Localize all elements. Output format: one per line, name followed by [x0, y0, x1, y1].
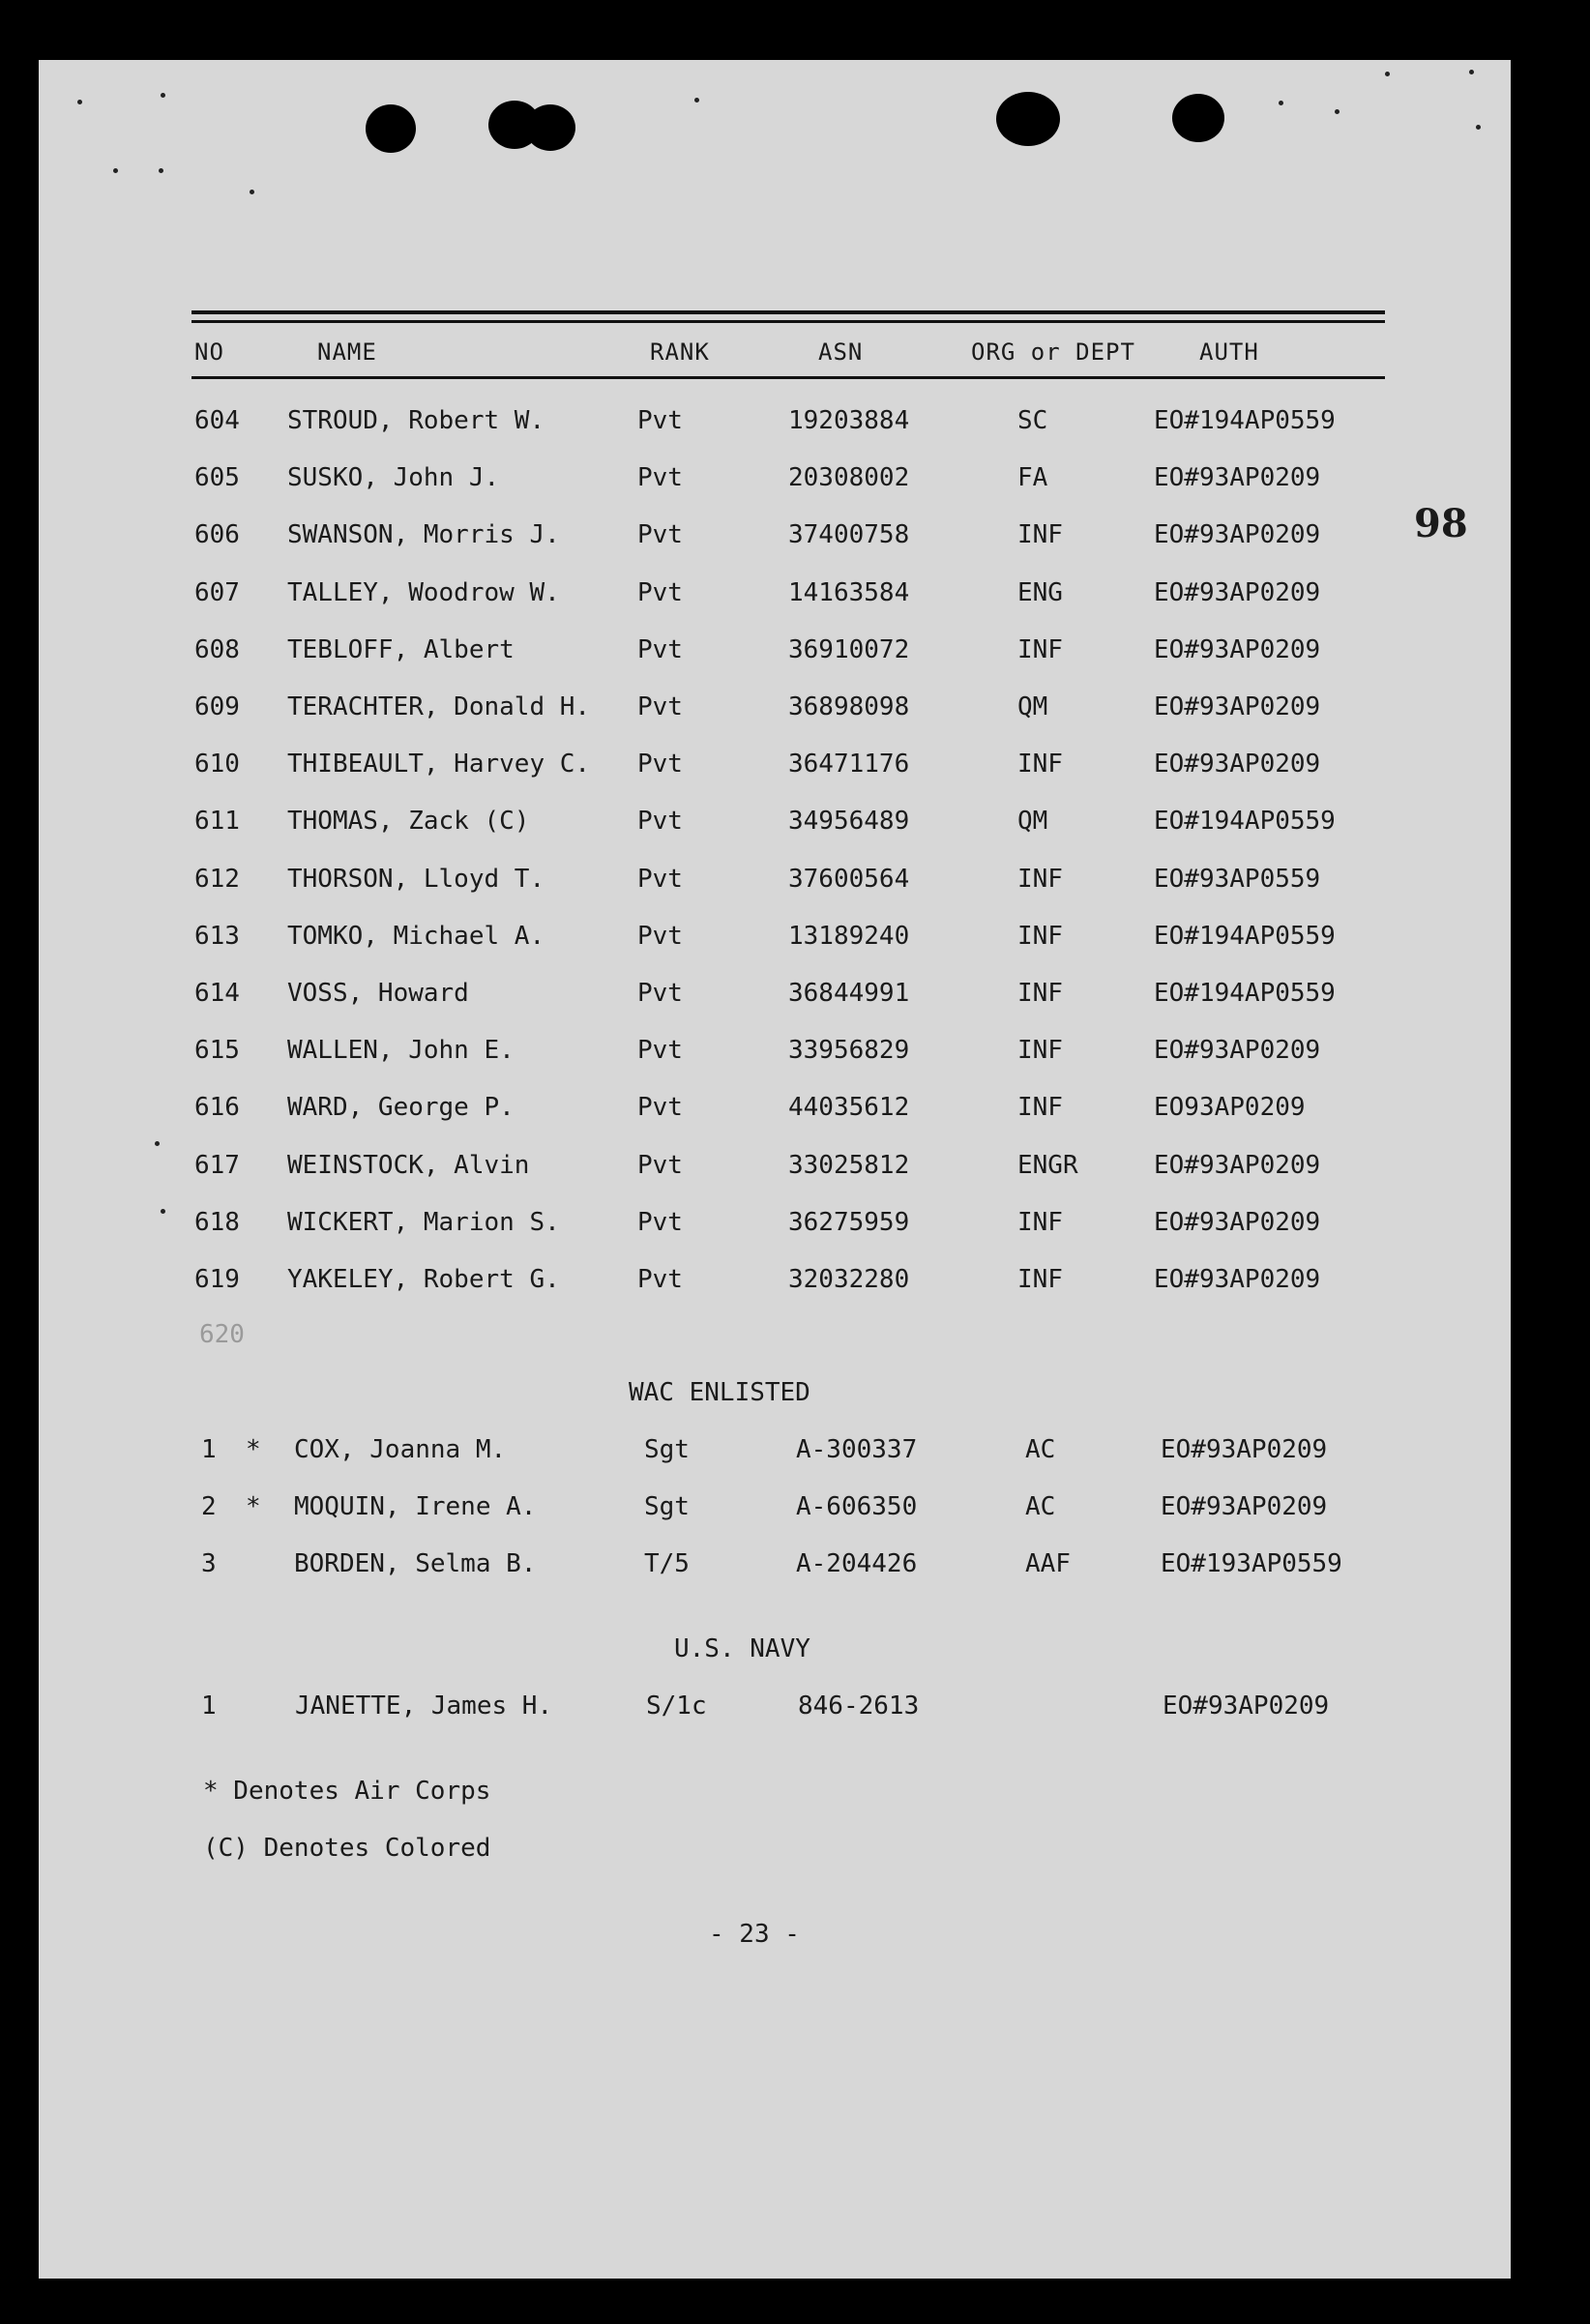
cell-name: JANETTE, James H.: [295, 1692, 553, 1721]
cell-rank: Pvt: [637, 750, 683, 780]
cell-rank: T/5: [644, 1549, 690, 1578]
speck: [113, 168, 118, 173]
cell-auth: EO#194AP0559: [1154, 979, 1336, 1008]
cell-no: 613: [194, 921, 240, 951]
speck: [1335, 109, 1340, 114]
cell-no: 606: [194, 520, 240, 550]
cell-asn: 36275959: [788, 1207, 910, 1237]
cell-org: INF: [1017, 634, 1063, 664]
cell-name: THIBEAULT, Harvey C.: [287, 750, 591, 780]
header-rule-bottom: [191, 376, 1385, 379]
cell-name: WARD, George P.: [287, 1093, 515, 1123]
header-rule-top: [191, 310, 1385, 314]
page-number: - 23 -: [709, 1920, 800, 1949]
cell-rank: Pvt: [637, 520, 683, 550]
speck: [1279, 101, 1283, 105]
cell-rank: S/1c: [646, 1692, 707, 1721]
cell-no: 609: [194, 692, 240, 721]
cell-asn: 13189240: [788, 921, 910, 951]
cell-org: INF: [1017, 520, 1063, 550]
cell-org: INF: [1017, 1036, 1063, 1066]
note-air-corps: * Denotes Air Corps: [203, 1777, 491, 1806]
header-name: NAME: [317, 338, 377, 366]
cell-asn: 19203884: [788, 406, 910, 435]
cell-rank: Pvt: [637, 406, 683, 435]
cell-asn: 14163584: [788, 577, 910, 607]
cell-org: FA: [1017, 463, 1048, 493]
punch-hole: [996, 92, 1060, 146]
cell-name: TALLEY, Woodrow W.: [287, 577, 560, 607]
cell-no: 619: [194, 1265, 240, 1294]
cell-org: INF: [1017, 1093, 1063, 1123]
cell-asn: 33025812: [788, 1150, 910, 1180]
cell-rank: Pvt: [637, 692, 683, 721]
cell-rank: Pvt: [637, 1265, 683, 1294]
cell-org: ENGR: [1017, 1150, 1078, 1180]
cell-auth: EO#93AP0209: [1154, 1265, 1321, 1294]
cell-auth: EO#193AP0559: [1161, 1549, 1342, 1578]
cell-org: INF: [1017, 750, 1063, 780]
row-620-number: 620: [199, 1320, 245, 1349]
cell-asn: 36844991: [788, 979, 910, 1008]
cell-org: INF: [1017, 1207, 1063, 1237]
cell-auth: EO#194AP0559: [1154, 921, 1336, 951]
cell-name: STROUD, Robert W.: [287, 406, 545, 435]
cell-name: THORSON, Lloyd T.: [287, 864, 545, 894]
cell-name: THOMAS, Zack (C): [287, 807, 530, 837]
speck: [250, 190, 254, 194]
navy-section-title: U.S. NAVY: [674, 1634, 810, 1663]
cell-asn: A-606350: [796, 1492, 918, 1521]
cell-name: SWANSON, Morris J.: [287, 520, 560, 550]
cell-auth: EO#93AP0559: [1154, 864, 1321, 894]
header-rank: RANK: [650, 338, 710, 366]
cell-no: 610: [194, 750, 240, 780]
header-rule-top-2: [191, 320, 1385, 323]
cell-auth: EO#194AP0559: [1154, 406, 1336, 435]
header-org: ORG or DEPT: [971, 338, 1135, 366]
cell-org: AC: [1025, 1492, 1056, 1521]
cell-name: YAKELEY, Robert G.: [287, 1265, 560, 1294]
side-page-number: 98: [1414, 501, 1468, 546]
cell-org: QM: [1017, 807, 1048, 837]
cell-no: 607: [194, 577, 240, 607]
cell-rank: Pvt: [637, 979, 683, 1008]
cell-asn: 846-2613: [798, 1692, 920, 1721]
cell-no: 617: [194, 1150, 240, 1180]
cell-no: 604: [194, 406, 240, 435]
cell-name: VOSS, Howard: [287, 979, 469, 1008]
cell-asn: 36910072: [788, 634, 910, 664]
cell-rank: Sgt: [644, 1435, 690, 1464]
cell-no: 3: [201, 1549, 217, 1578]
cell-no: 616: [194, 1093, 240, 1123]
cell-org: INF: [1017, 921, 1063, 951]
punch-hole: [1172, 94, 1224, 142]
header-no: NO: [194, 338, 224, 366]
cell-org: QM: [1017, 692, 1048, 721]
cell-rank: Pvt: [637, 1036, 683, 1066]
cell-auth: EO#93AP0209: [1154, 750, 1321, 780]
cell-no: 605: [194, 463, 240, 493]
cell-no: 614: [194, 979, 240, 1008]
cell-rank: Pvt: [637, 634, 683, 664]
cell-no: 611: [194, 807, 240, 837]
cell-no: 608: [194, 634, 240, 664]
cell-asn: 36898098: [788, 692, 910, 721]
cell-asn: 32032280: [788, 1265, 910, 1294]
cell-rank: Pvt: [637, 1207, 683, 1237]
cell-name: WEINSTOCK, Alvin: [287, 1150, 530, 1180]
speck: [159, 168, 163, 173]
cell-auth: EO#93AP0209: [1163, 1692, 1330, 1721]
cell-name: TERACHTER, Donald H.: [287, 692, 591, 721]
cell-rank: Pvt: [637, 1150, 683, 1180]
cell-name: TEBLOFF, Albert: [287, 634, 515, 664]
cell-auth: EO#194AP0559: [1154, 807, 1336, 837]
cell-name: BORDEN, Selma B.: [294, 1549, 537, 1578]
cell-no: 612: [194, 864, 240, 894]
cell-asn: 34956489: [788, 807, 910, 837]
cell-auth: EO#93AP0209: [1154, 1207, 1321, 1237]
header-auth: AUTH: [1199, 338, 1259, 366]
wac-section-title: WAC ENLISTED: [629, 1378, 810, 1407]
header-asn: ASN: [818, 338, 864, 366]
cell-auth: EO#93AP0209: [1161, 1492, 1328, 1521]
cell-auth: EO#93AP0209: [1154, 577, 1321, 607]
cell-org: SC: [1017, 406, 1048, 435]
cell-auth: EO93AP0209: [1154, 1093, 1306, 1123]
cell-auth: EO#93AP0209: [1154, 520, 1321, 550]
cell-auth: EO#93AP0209: [1154, 692, 1321, 721]
cell-name: WICKERT, Marion S.: [287, 1207, 560, 1237]
cell-asn: 37600564: [788, 864, 910, 894]
cell-name: SUSKO, John J.: [287, 463, 500, 493]
cell-asn: A-300337: [796, 1435, 918, 1464]
cell-rank: Pvt: [637, 807, 683, 837]
cell-asn: 33956829: [788, 1036, 910, 1066]
cell-rank: Pvt: [637, 1093, 683, 1123]
cell-name: COX, Joanna M.: [294, 1435, 507, 1464]
cell-no: 618: [194, 1207, 240, 1237]
cell-mark: *: [246, 1492, 261, 1521]
punch-hole: [366, 104, 416, 153]
speck: [1469, 70, 1474, 74]
punch-hole: [525, 104, 575, 151]
note-colored: (C) Denotes Colored: [203, 1834, 491, 1863]
speck: [161, 93, 165, 98]
cell-auth: EO#93AP0209: [1161, 1435, 1328, 1464]
cell-rank: Sgt: [644, 1492, 690, 1521]
cell-no: 1: [201, 1435, 217, 1464]
cell-auth: EO#93AP0209: [1154, 634, 1321, 664]
cell-auth: EO#93AP0209: [1154, 463, 1321, 493]
cell-name: TOMKO, Michael A.: [287, 921, 545, 951]
cell-no: 1: [201, 1692, 217, 1721]
cell-org: AAF: [1025, 1549, 1071, 1578]
cell-mark: *: [246, 1435, 261, 1464]
cell-org: ENG: [1017, 577, 1063, 607]
cell-asn: 37400758: [788, 520, 910, 550]
speck: [77, 100, 82, 104]
cell-rank: Pvt: [637, 463, 683, 493]
speck: [155, 1141, 160, 1146]
cell-rank: Pvt: [637, 864, 683, 894]
cell-asn: 20308002: [788, 463, 910, 493]
cell-org: INF: [1017, 979, 1063, 1008]
cell-org: INF: [1017, 864, 1063, 894]
cell-auth: EO#93AP0209: [1154, 1036, 1321, 1066]
cell-no: 2: [201, 1492, 217, 1521]
cell-asn: 44035612: [788, 1093, 910, 1123]
speck: [161, 1209, 165, 1214]
cell-name: WALLEN, John E.: [287, 1036, 515, 1066]
speck: [694, 98, 699, 103]
speck: [1385, 72, 1390, 76]
cell-org: INF: [1017, 1265, 1063, 1294]
cell-org: AC: [1025, 1435, 1056, 1464]
cell-asn: 36471176: [788, 750, 910, 780]
cell-no: 615: [194, 1036, 240, 1066]
speck: [1476, 125, 1481, 130]
cell-auth: EO#93AP0209: [1154, 1150, 1321, 1180]
cell-name: MOQUIN, Irene A.: [294, 1492, 537, 1521]
cell-rank: Pvt: [637, 921, 683, 951]
cell-rank: Pvt: [637, 577, 683, 607]
cell-asn: A-204426: [796, 1549, 918, 1578]
